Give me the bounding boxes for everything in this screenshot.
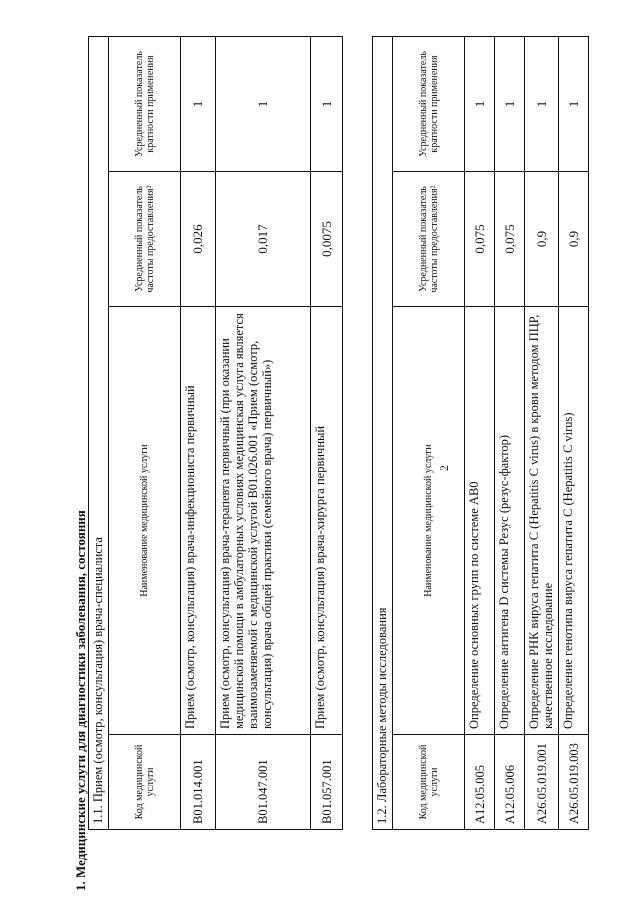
service-code: A26.05.019.003 [559,735,589,830]
subsection-title: 1.1. Прием (осмотр, консультация) врача-специалиста [89,36,109,829]
multiplicity-value: 1 [216,36,311,171]
header-multiplicity: Усредненный показатель кратности применения [393,36,465,171]
table-row [559,36,589,829]
table-row [311,36,343,829]
section-title: 1. Медицинские услуги для диагностики заболевания, состояния [73,510,88,891]
table-row [525,36,559,829]
multiplicity-value: 1 [181,36,216,171]
subsection-title: 1.2. Лабораторные методы исследования [373,36,393,829]
frequency-value: 0,075 [465,172,495,307]
page-number: 2 [437,465,451,471]
table-row [495,36,525,829]
table-row [465,36,495,829]
frequency-value: 0,017 [216,172,311,307]
header-frequency: Усредненный показатель частоты предоставления² [393,172,465,307]
service-code: A26.05.019.001 [525,735,559,830]
multiplicity-value: 1 [495,36,525,171]
service-name: Определение основных групп по системе AB0 [465,307,495,735]
header-code: Код медицинской услуги [109,735,181,830]
service-name: Прием (осмотр, консультация) врача-инфекциониста первичный [181,307,216,735]
header-multiplicity: Усредненный показатель кратности применения [109,36,181,171]
service-code: A12.05.006 [495,735,525,830]
multiplicity-value: 1 [465,36,495,171]
multiplicity-value: 1 [525,36,559,171]
service-code: B01.047.001 [216,735,311,830]
table-row [181,36,216,829]
frequency-value: 0,0075 [311,172,343,307]
service-name: Определение антигена D системы Резус (резус-фактор) [495,307,525,735]
service-name: Прием (осмотр, консультация) врача-терапевта первичный (при оказании медицинской помощи в амбулаторных условиях медицинская услуга является взаимозаменяемой с медицинской услугой B01.026.001 «Прием (осмотр, консультация) врача общей практики (семейного врача) первичный») [216,307,311,735]
header-frequency: Усредненный показатель частоты предоставления² [109,172,181,307]
table-row [216,36,311,829]
multiplicity-value: 1 [311,36,343,171]
service-code: B01.014.001 [181,735,216,830]
consultations-table [88,36,343,830]
service-name: Определение генотипа вируса гепатита C (Hepatitis C virus) [559,307,589,735]
service-name: Определение РНК вируса гепатита C (Hepatitis C virus) в крови методом ПЦР, качественное исследование [525,307,559,735]
service-code: B01.057.001 [311,735,343,830]
frequency-value: 0,026 [181,172,216,307]
multiplicity-value: 1 [559,36,589,171]
frequency-value: 0,9 [525,172,559,307]
header-name: Наименование медицинской услуги [109,307,181,735]
header-name: Наименование медицинской услуги [393,307,465,735]
service-name: Прием (осмотр, консультация) врача-хирурга первичный [311,307,343,735]
service-code: A12.05.005 [465,735,495,830]
header-code: Код медицинской услуги [393,735,465,830]
laboratory-table [372,36,589,830]
frequency-value: 0,075 [495,172,525,307]
frequency-value: 0,9 [559,172,589,307]
